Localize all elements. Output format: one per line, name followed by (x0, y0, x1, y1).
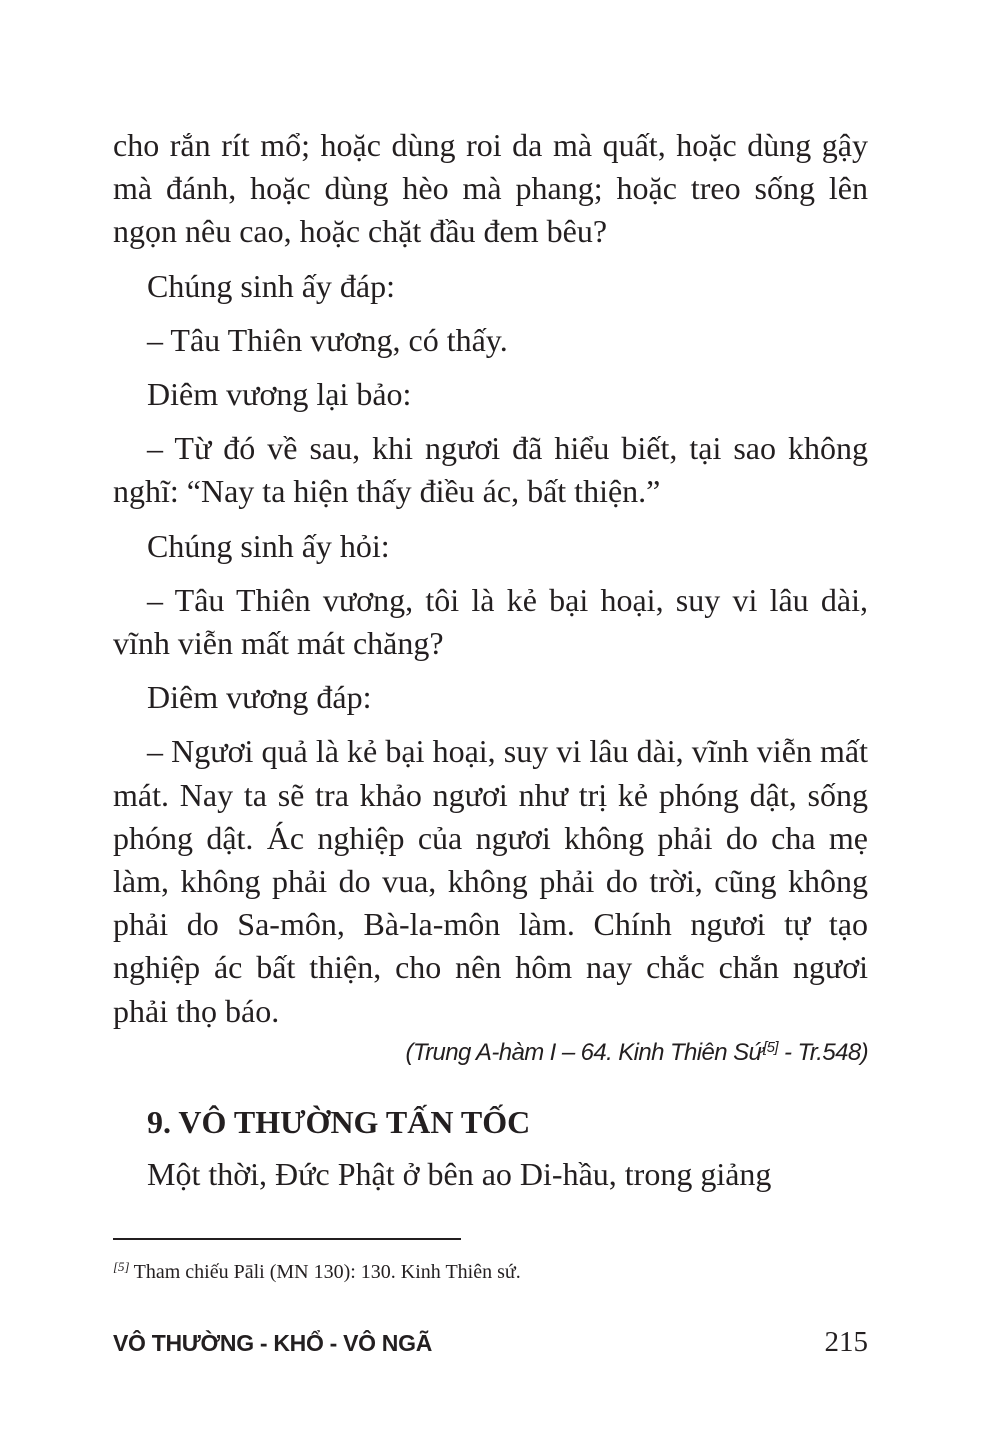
page-body (113, 124, 868, 1196)
paragraph-dialogue: – Tâu Thiên vương, tôi là kẻ bại hoại, suy vi lâu dài, vĩnh viễn mất mát chăng? (113, 581, 868, 662)
paragraph-dialogue: Diêm vương lại bảo: (147, 376, 412, 413)
paragraph-dialogue: Chúng sinh ấy hỏi: (147, 527, 390, 564)
paragraph-continuation: cho rắn rít mổ; hoặc dùng roi da mà quất, hoặc dùng gậy mà đánh, hoặc dùng hèo mà phang; hoặc treo sống lên ngọn nêu cao, hoặc chặt đầu đem bêu? (113, 127, 868, 250)
paragraph-dialogue: Chúng sinh ấy đáp: (147, 267, 395, 304)
footnote-text: Tham chiếu Pāli (MN 130): 130. Kinh Thiên sứ. (133, 1261, 521, 1283)
paragraph-dialogue: – Tâu Thiên vương, có thấy. (147, 321, 508, 358)
footnote-divider (113, 1238, 461, 1240)
running-footer-title: VÔ THƯỜNG - KHỔ - VÔ NGÃ (113, 1330, 433, 1356)
footnote (113, 1258, 521, 1286)
citation-suffix: - Tr.548) (777, 1038, 868, 1066)
paragraph-dialogue: – Từ đó về sau, khi ngươi đã hiểu biết, tại sao không nghĩ: “Nay ta hiện thấy điều ác, bất thiện.” (113, 430, 868, 510)
paragraph-dialogue: – Ngươi quả là kẻ bại hoại, suy vi lâu dài, vĩnh viễn mất mát. Nay ta sẽ tra khảo ngươi như trị kẻ phóng dật, sống phóng dật. Ác nghiệp của ngươi không phải do cha mẹ làm, không phải do vua, không phải do trời, cũng không phải do Sa-môn, Bà-la-môn làm. Chính ngươi tự tạo nghiệp ác bất thiện, cho nên hôm nay chắc chắn ngươi phải thọ báo. (113, 733, 868, 1029)
source-citation (113, 1035, 868, 1071)
footnote-reference[interactable]: [5] (763, 1038, 778, 1056)
footnote-marker: [5] (113, 1259, 130, 1274)
citation-text: (Trung A-hàm I – 64. Kinh Thiên Sứ (405, 1038, 764, 1066)
section-heading: 9. VÔ THƯỜNG TẤN TỐC (147, 1103, 531, 1140)
page-number: 215 (824, 1326, 868, 1358)
section-first-line: Một thời, Đức Phật ở bên ao Di-hầu, trong giảng (147, 1155, 772, 1192)
paragraph-dialogue: Diêm vương đáp: (147, 679, 372, 716)
